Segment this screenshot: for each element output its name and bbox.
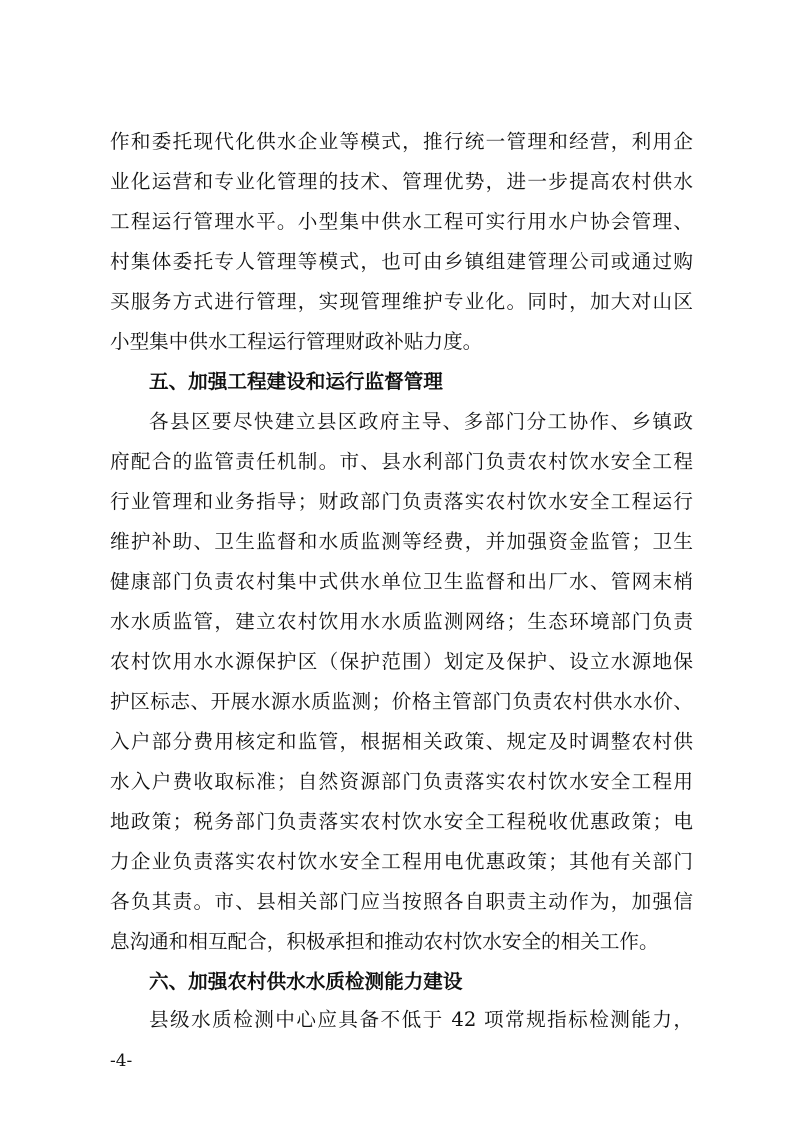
body-text-line: 入户部分费用核定和监管，根据相关政策、规定及时调整农村供 [110, 730, 693, 753]
body-text-line: 业化运营和专业化管理的技术、管理优势，进一步提高农村供水 [110, 170, 693, 193]
body-text-line: 工程运行管理水平。小型集中供水工程可实行用水户协会管理、 [110, 210, 693, 233]
body-text-line: 健康部门负责农村集中式供水单位卫生监督和出厂水、管网末梢 [110, 570, 693, 593]
body-text-line: 维护补助、卫生监督和水质监测等经费，并加强资金监管；卫生 [110, 530, 693, 553]
body-text-line: 水入户费收取标准；自然资源部门负责落实农村饮水安全工程用 [110, 770, 693, 793]
body-text-line: 护区标志、开展水源水质监测；价格主管部门负责农村供水水价、 [110, 690, 693, 713]
body-text-line: 作和委托现代化供水企业等模式，推行统一管理和经营，利用企 [110, 130, 693, 153]
body-text-line: 行业管理和业务指导；财政部门负责落实农村饮水安全工程运行 [110, 490, 693, 513]
section-heading-6: 六、加强农村供水水质检测能力建设 [149, 970, 463, 993]
body-text-line: 县级水质检测中心应具备不低于 42 项常规指标检测能力， [149, 1008, 693, 1031]
body-text-line: 买服务方式进行管理，实现管理维护专业化。同时，加大对山区 [110, 290, 693, 313]
body-text-line: 村集体委托专人管理等模式，也可由乡镇组建管理公司或通过购 [110, 250, 693, 273]
body-text-line: 息沟通和相互配合，积极承担和推动农村饮水安全的相关工作。 [110, 930, 659, 953]
section-heading-5: 五、加强工程建设和运行监督管理 [149, 370, 443, 393]
page-number: -4- [110, 1051, 133, 1071]
body-text-line: 水水质监管，建立农村饮用水水质监测网络；生态环境部门负责 [110, 610, 693, 633]
body-text-line: 小型集中供水工程运行管理财政补贴力度。 [110, 330, 483, 353]
body-text-line: 各负其责。市、县相关部门应当按照各自职责主动作为，加强信 [110, 890, 693, 913]
body-text-line: 农村饮用水水源保护区（保护范围）划定及保护、设立水源地保 [110, 650, 693, 673]
body-text-line: 各县区要尽快建立县区政府主导、多部门分工协作、乡镇政 [149, 410, 693, 433]
body-text-line: 府配合的监管责任机制。市、县水利部门负责农村饮水安全工程 [110, 450, 693, 473]
body-text-line: 地政策；税务部门负责落实农村饮水安全工程税收优惠政策；电 [110, 810, 693, 833]
body-text-line: 力企业负责落实农村饮水安全工程用电优惠政策；其他有关部门 [110, 850, 693, 873]
